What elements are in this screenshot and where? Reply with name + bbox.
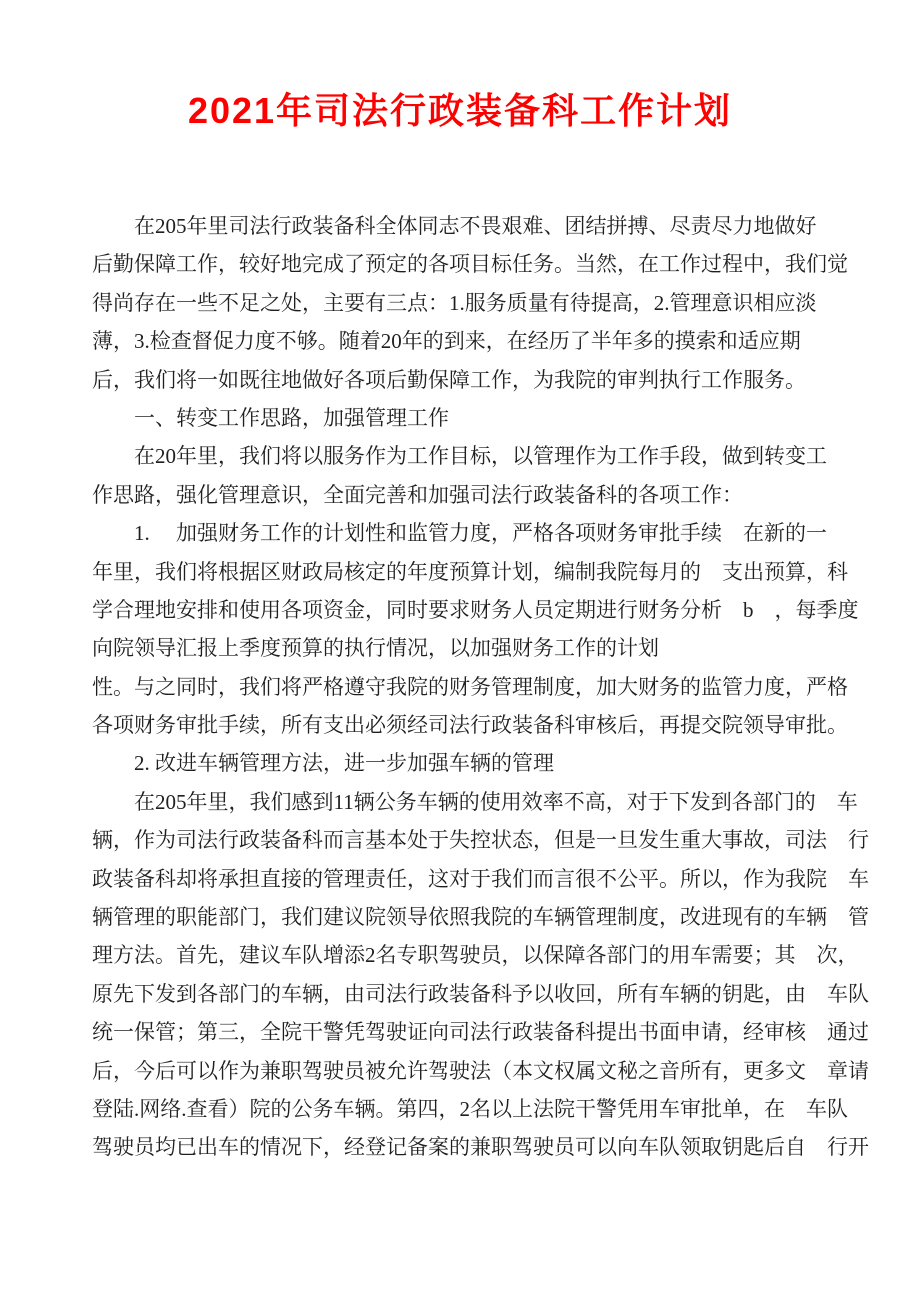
body-line: 辆，作为司法行政装备科而言基本处于失控状态，但是一旦发生重大事故，司法 行	[92, 828, 869, 853]
body-line: 政装备科却将承担直接的管理责任，这对于我们而言很不公平。所以，作为我院 车	[92, 866, 869, 891]
body-line: 各项财务审批手续，所有支出必须经司法行政装备科审核后，再提交院领导审批。	[92, 713, 848, 738]
body-line: 在205年里，我们感到11辆公务车辆的使用效率不高，对于下发到各部门的 车	[92, 789, 858, 814]
body-line: 登陆.网络.查看）院的公务车辆。第四，2名以上法院干警凭用车审批单，在 车队	[92, 1096, 848, 1121]
body-line: 年里，我们将根据区财政局核定的年度预算计划，编制我院每月的 支出预算，科	[92, 559, 848, 584]
body-line: 理方法。首先，建议车队增添2名专职驾驶员，以保障各部门的用车需要；其 次，	[92, 943, 859, 968]
body-line: 学合理地安排和使用各项资金，同时要求财务人员定期进行财务分析 b ，每季度	[92, 597, 859, 622]
body-line: 性。与之同时，我们将严格遵守我院的财务管理制度，加大财务的监管力度，严格	[92, 674, 848, 699]
body-line: 向院领导汇报上季度预算的执行情况，以加强财务工作的计划	[92, 636, 659, 661]
body-line: 在205年里司法行政装备科全体同志不畏艰难、团结拼搏、尽责尽力地做好	[92, 214, 817, 238]
body-line: 作思路，强化管理意识，全面完善和加强司法行政装备科的各项工作：	[92, 482, 743, 507]
body-line-item-2: 2. 改进车辆管理方法，进一步加强车辆的管理	[92, 751, 554, 776]
body-line-item-1: 1. 加强财务工作的计划性和监管力度，严格各项财务审批手续 在新的一	[92, 521, 827, 546]
body-line: 得尚存在一些不足之处，主要有三点：1.服务质量有待提高，2.管理意识相应淡	[92, 290, 817, 315]
body-line: 辆管理的职能部门，我们建议院领导依照我院的车辆管理制度，改进现有的车辆 管	[92, 905, 869, 930]
document-title: 2021年司法行政装备科工作计划	[187, 90, 733, 131]
body-line: 后，今后可以作为兼职驾驶员被允许驾驶法（本文权属文秘之音所有，更多文 章请	[92, 1058, 869, 1083]
body-line: 驾驶员均已出车的情况下，经登记备案的兼职驾驶员可以向车队领取钥匙后自 行开	[92, 1135, 869, 1160]
body-line: 原先下发到各部门的车辆，由司法行政装备科予以收回，所有车辆的钥匙，由 车队	[92, 981, 869, 1006]
body-line: 统一保管；第三，全院干警凭驾驶证向司法行政装备科提出书面申请，经审核 通过	[92, 1020, 869, 1045]
document-body	[92, 207, 869, 1167]
body-line: 后勤保障工作，较好地完成了预定的各项目标任务。当然，在工作过程中，我们觉	[92, 252, 848, 277]
body-line-section-heading: 一、转变工作思路，加强管理工作	[92, 405, 449, 430]
body-line: 后，我们将一如既往地做好各项后勤保障工作，为我院的审判执行工作服务。	[92, 367, 806, 392]
body-line: 薄，3.检查督促力度不够。随着20年的到来，在经历了半年多的摸索和适应期	[92, 329, 801, 354]
body-line: 在20年里，我们将以服务作为工作目标，以管理作为工作手段，做到转变工	[92, 444, 827, 469]
